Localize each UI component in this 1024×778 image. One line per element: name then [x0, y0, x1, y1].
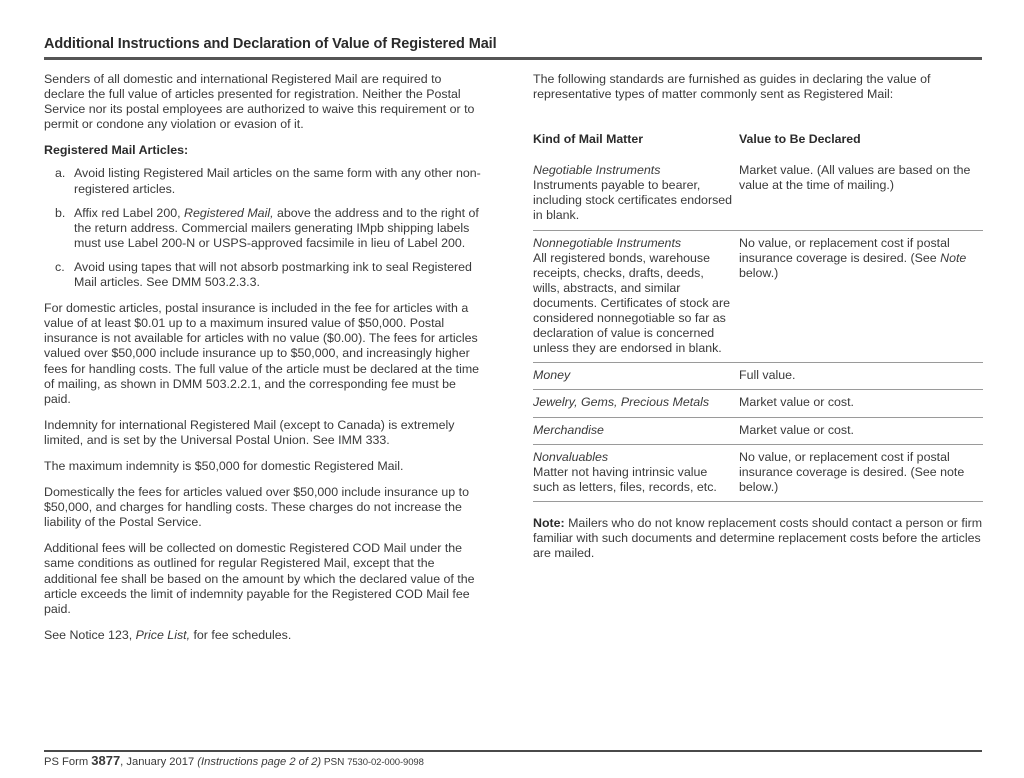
cell-kind	[533, 444, 739, 501]
footer-form-number: 3877	[91, 753, 121, 768]
paragraph-max-indemnity: The maximum indemnity is $50,000 for domestic Registered Mail.	[44, 458, 404, 473]
kind-description: Instruments payable to bearer, including stock certificates endorsed in blank.	[533, 178, 733, 223]
title-divider	[44, 57, 982, 60]
list-item-text-b-italic: Registered Mail,	[184, 205, 274, 220]
kind-name: Money	[533, 368, 571, 383]
kind-name: Nonnegotiable Instruments	[533, 235, 682, 250]
cell-value	[739, 158, 983, 230]
note-block	[533, 516, 983, 561]
value-text: Market value or cost.	[739, 395, 855, 410]
value-text-post: below.)	[739, 265, 779, 280]
list-marker: c.	[55, 259, 65, 274]
value-text: No value, or replacement cost if postal insurance coverage is desired. (See note below.)	[739, 449, 965, 494]
kind-name: Negotiable Instruments	[533, 163, 661, 178]
right-column	[533, 72, 983, 561]
table-header-row	[533, 132, 983, 158]
kind-name: Merchandise	[533, 422, 604, 437]
table-row	[533, 417, 983, 444]
cell-value	[739, 230, 983, 363]
footer-psn-label: PSN	[321, 757, 348, 768]
notice-text-post: for fee schedules.	[190, 627, 292, 642]
notice-text-italic: Price List,	[135, 627, 191, 642]
list-item-text-c: Avoid using tapes that will not absorb postmarking ink to seal Registered Mail articles. See DMM 503.2.3.3.	[74, 259, 472, 290]
table-row	[533, 390, 983, 417]
paragraph-notice-123	[44, 628, 481, 643]
list-item-text-b-pre: Affix red Label 200,	[74, 205, 184, 220]
list-marker: a.	[55, 166, 66, 181]
kind-name: Jewelry, Gems, Precious Metals	[533, 395, 710, 410]
footer-date: , January 2017	[120, 756, 198, 768]
value-text-italic: Note	[940, 250, 967, 265]
note-label: Note:	[533, 515, 565, 530]
table-row	[533, 363, 983, 390]
value-text: Market value or cost.	[739, 422, 855, 437]
registered-mail-articles-list	[44, 166, 481, 290]
cell-kind	[533, 390, 739, 417]
list-item-text-a: Avoid listing Registered Mail articles on the same form with any other non-registered articles.	[74, 166, 481, 196]
value-text-pre: No value, or replacement cost if postal insurance coverage is desired. (See	[739, 235, 950, 265]
paragraph-domestic-insurance: For domestic articles, postal insurance is included in the fee for articles with a value of at least $0.01 up to a maximum insured value of $50,000. Postal insurance is not available for articles with no value ($0.00). The fees for articles valued over $50,000 include insurance up to $50,000, and increasingly higher fees for handling costs. The full value of the article must be declared at the time of mailing, as shown in DMM 503.2.2.1, and the corresponding fee must be paid.	[44, 301, 480, 406]
table-row	[533, 230, 983, 363]
paragraph-international-indemnity: Indemnity for international Registered Mail (except to Canada) is extremely limited, and is set by the Universal Postal Union. See IMM 333.	[44, 417, 455, 447]
kind-description: All registered bonds, warehouse receipts, checks, drafts, deeds, wills, abstracts, and similar documents. Certificates of stock are considered nonnegotiable so far as declaration of value is concerned unless they are endorsed in blank.	[533, 250, 730, 356]
intro-paragraph: Senders of all domestic and international Registered Mail are required to declare the full value of articles presented for registration. Neither the Postal Service nor its postal employees are authorized to waive this requirement or to permit or condone any violation or evasion of it.	[44, 72, 475, 132]
value-text: Full value.	[739, 368, 796, 383]
left-column	[44, 72, 481, 654]
cell-kind	[533, 158, 739, 230]
cell-value	[739, 444, 983, 501]
footer-psn-number: 7530-02-000-9098	[347, 757, 424, 768]
paragraph-domestic-fees: Domestically the fees for articles valued over $50,000 include insurance up to $50,000, and charges for handling costs. These charges do not increase the liability of the Postal Service.	[44, 485, 469, 530]
note-text: Mailers who do not know replacement costs should contact a person or firm familiar with such documents and determine replacement costs before the articles are mailed.	[533, 515, 983, 561]
list-item-text-b-post: above the address and to the right of the return address. Commercial mailers generating IMpb shipping labels must use Label 200-N or USPS-approved facsimile in lieu of Label 200.	[74, 205, 479, 250]
list-item	[44, 166, 481, 196]
footer-instructions: (Instructions page 2 of 2)	[197, 756, 322, 768]
page-title: Additional Instructions and Declaration of Value of Registered Mail	[44, 36, 497, 52]
cell-kind	[533, 417, 739, 444]
value-text: Market value. (All values are based on the value at the time of mailing.)	[739, 163, 971, 193]
notice-text-pre: See Notice 123,	[44, 627, 136, 642]
cell-kind	[533, 230, 739, 363]
cell-value	[739, 390, 983, 417]
paragraph-cod-mail: Additional fees will be collected on domestic Registered COD Mail under the same conditions as outlined for regular Registered Mail, except that the additional fee shall be based on the amount by which the declared value of the article exceeds the limit of indemnity payable for the Registered COD Mail fee paid.	[44, 541, 475, 616]
table-row	[533, 158, 983, 230]
cell-value	[739, 417, 983, 444]
column-header-kind: Kind of Mail Matter	[533, 132, 643, 147]
footer-prefix: PS Form	[44, 756, 92, 768]
cell-kind	[533, 363, 739, 390]
standards-intro-paragraph: The following standards are furnished as guides in declaring the value of representative types of matter commonly sent as Registered Mail:	[533, 72, 931, 102]
kind-description: Matter not having intrinsic value such as letters, files, records, etc.	[533, 464, 717, 494]
table-row	[533, 444, 983, 501]
column-header-value: Value to Be Declared	[739, 132, 861, 147]
list-marker: b.	[55, 205, 66, 220]
list-item	[44, 206, 481, 251]
list-item	[44, 260, 481, 290]
value-declaration-table	[533, 132, 983, 502]
registered-mail-articles-heading: Registered Mail Articles:	[44, 143, 189, 158]
footer	[44, 754, 424, 770]
kind-name: Nonvaluables	[533, 449, 609, 464]
cell-value	[739, 363, 983, 390]
footer-divider	[44, 750, 982, 752]
